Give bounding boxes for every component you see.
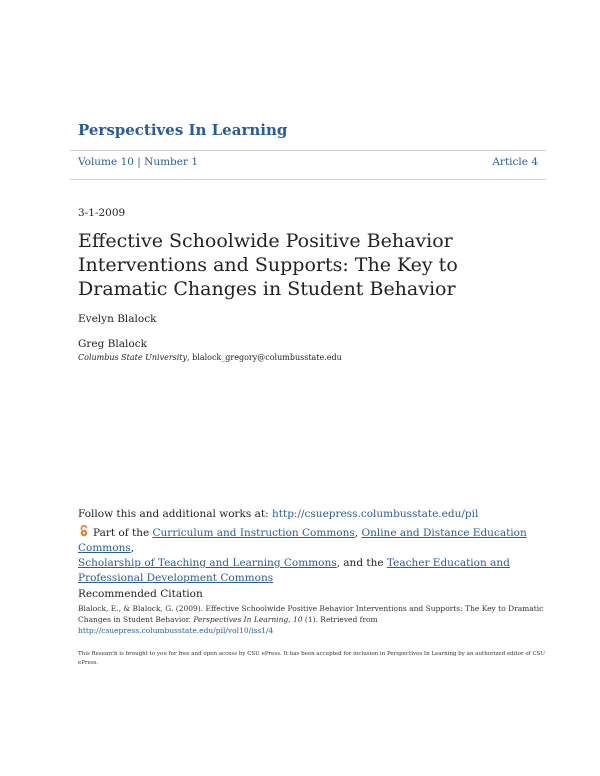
commons-separator: , and the — [336, 557, 387, 569]
article-title: Effective Schoolwide Positive Behavior Interventions and Supports: The Key to Dramatic Changes in Student Behavior — [78, 230, 458, 300]
citation-url-link[interactable]: http://csuepress.columbusstate.edu/pil/vol10/iss1/4 — [78, 626, 274, 635]
access-notice: This Research is brought to you for free and open access by CSU ePress. It has been accepted for inclusion in Perspectives In Learning by an authorized editor of CSU ePress. — [78, 651, 546, 666]
citation-journal: Perspectives In Learning, 10 — [193, 615, 303, 624]
article-number-link[interactable]: Article 4 — [492, 156, 538, 168]
recommended-citation — [78, 603, 548, 636]
commons-separator: , — [354, 527, 362, 539]
author-name: Greg Blalock — [78, 338, 147, 350]
author-email: , blalock_gregory@columbusstate.edu — [187, 353, 342, 362]
part-of-commons — [78, 525, 548, 586]
header-divider-bottom — [70, 179, 546, 180]
author-name: Evelyn Blalock — [78, 313, 157, 325]
header-divider-top — [70, 150, 546, 151]
citation-text: (1). Retrieved from — [302, 615, 378, 624]
commons-separator: , — [130, 542, 135, 554]
open-access-icon — [78, 525, 90, 537]
commons-link-curriculum[interactable]: Curriculum and Instruction Commons — [152, 527, 355, 539]
citation-text: Blalock, E., & Blalock, G. (2009). Effective Schoolwide Positive Behavior Interventions and Supports: The Key to Dramatic Changes in Student Behavior. — [78, 604, 544, 624]
follow-text: Follow this and additional works at: — [78, 508, 272, 520]
author-institution: Columbus State University — [78, 353, 188, 362]
publication-date: 3-1-2009 — [78, 207, 126, 219]
volume-issue-link[interactable]: Volume 10 | Number 1 — [78, 156, 199, 168]
journal-title[interactable]: Perspectives In Learning — [78, 121, 288, 139]
follow-url-link[interactable]: http://csuepress.columbusstate.edu/pil — [272, 508, 479, 520]
recommended-citation-heading: Recommended Citation — [78, 588, 203, 600]
commons-link-teacher-education[interactable]: Teacher Education and Professional Development Commons — [78, 557, 510, 584]
author-affiliation — [78, 353, 342, 362]
commons-link-online-distance[interactable]: Online and Distance Education Commons — [78, 527, 527, 554]
part-of-prefix: Part of the — [93, 527, 153, 539]
follow-line — [78, 508, 548, 520]
commons-link-scholarship[interactable]: Scholarship of Teaching and Learning Commons — [78, 557, 337, 569]
